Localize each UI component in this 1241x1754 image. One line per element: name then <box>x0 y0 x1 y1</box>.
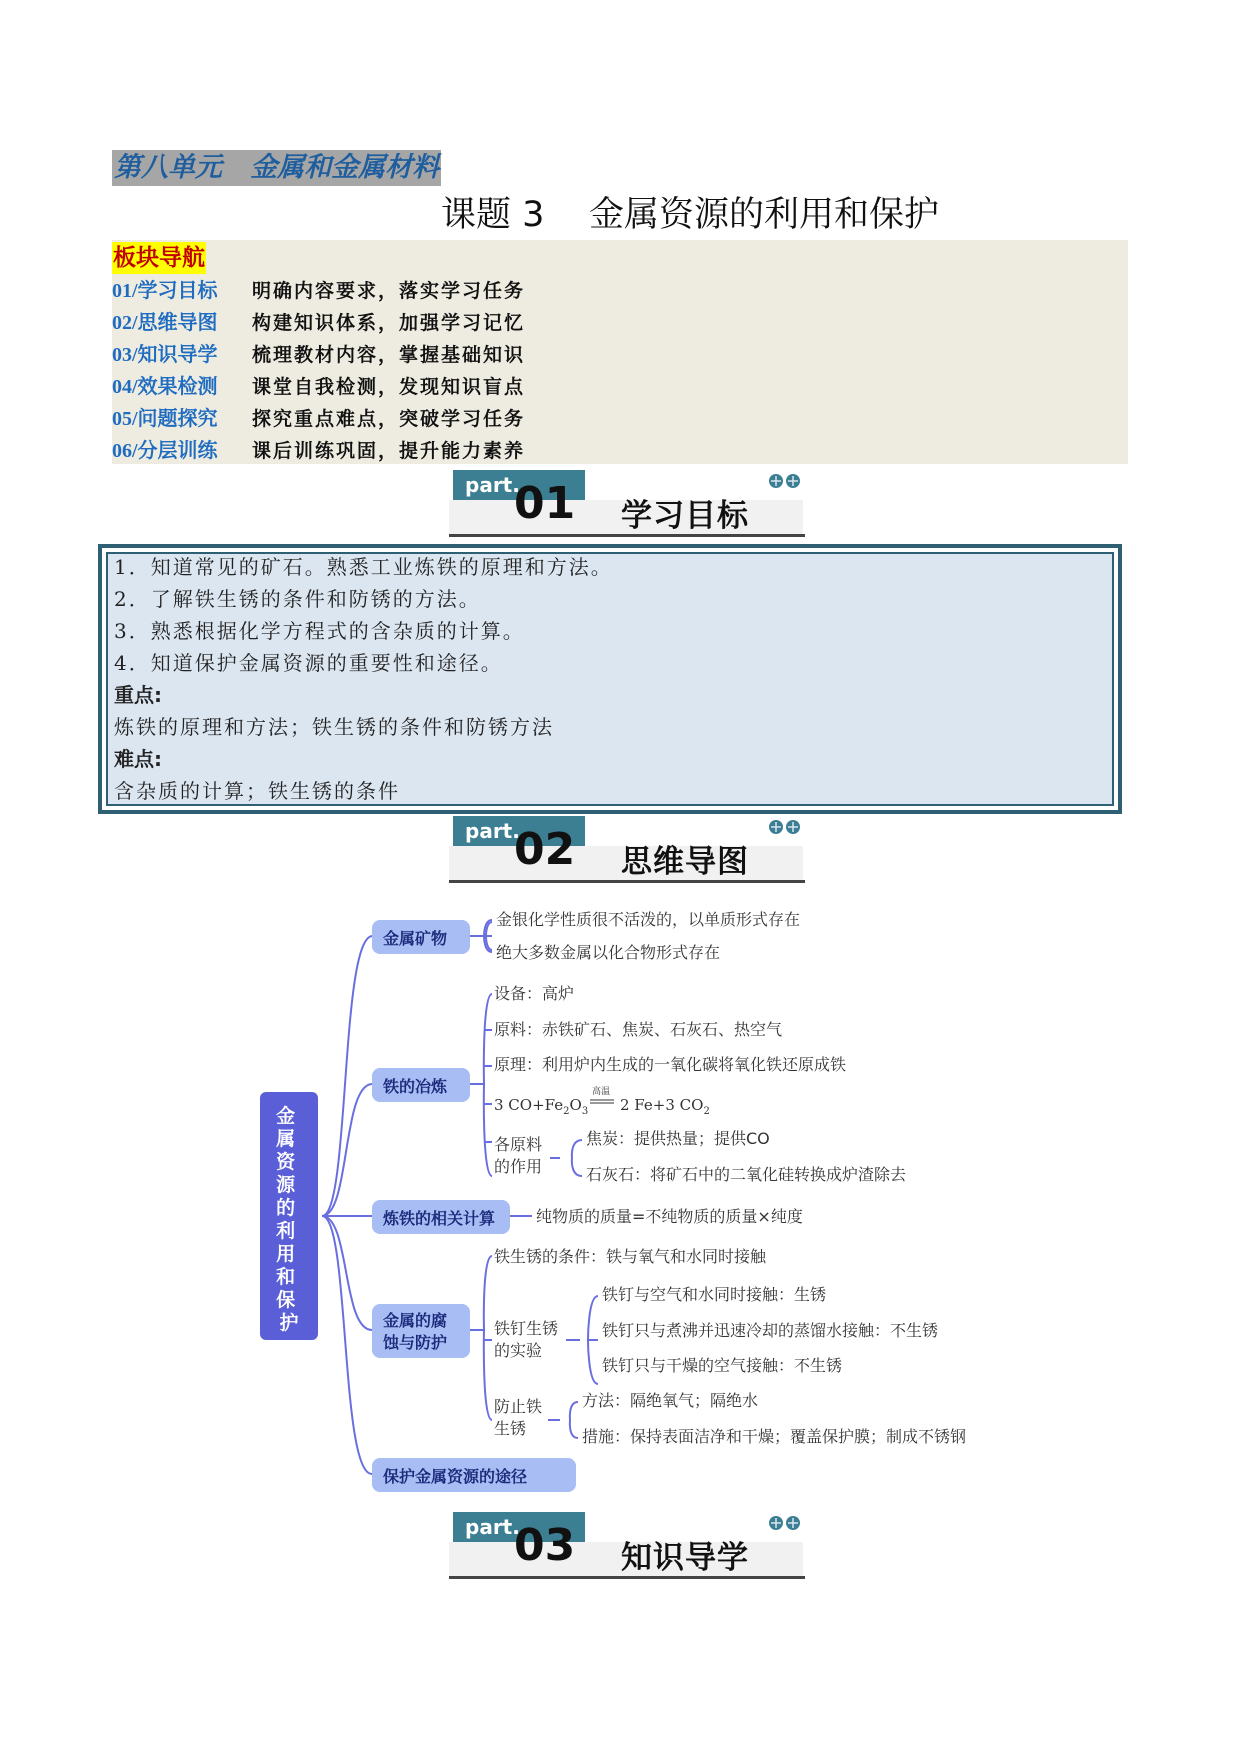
branch-label-protect: 保护金属资源的途径 <box>383 1467 528 1486</box>
part-title: 学习目标 <box>621 498 749 534</box>
objective-item: 3．熟悉根据化学方程式的含杂质的计算。 <box>114 619 525 643</box>
decor-dots-icon <box>767 472 803 490</box>
part-number: 02 <box>514 824 576 875</box>
nav-item-desc: 梳理教材内容，掌握基础知识 <box>252 344 526 366</box>
equation-condition: 高温 <box>592 1087 611 1097</box>
part-underline <box>449 1576 805 1579</box>
materials-item: 石灰石：将矿石中的二氧化硅转换成炉渣除去 <box>586 1165 907 1184</box>
smelt-item: 设备：高炉 <box>494 984 575 1003</box>
nav-item[interactable] <box>112 338 525 370</box>
nav-item-desc: 探究重点难点，突破学习任务 <box>252 408 526 430</box>
prevent-item: 方法：隔绝氧气；隔绝水 <box>582 1391 759 1410</box>
nav-item-desc: 构建知识体系，加强学习记忆 <box>252 312 526 334</box>
part-tag: part. <box>453 816 585 846</box>
calc-item: 纯物质的质量=不纯物质的质量×纯度 <box>536 1207 803 1226</box>
branch-label-ore: 金属矿物 <box>383 929 448 948</box>
objective-item: 1．知道常见的矿石。熟悉工业炼铁的原理和方法。 <box>114 555 613 579</box>
nav-item[interactable] <box>112 274 525 306</box>
nav-item-code: 01/学习目标 <box>112 280 218 302</box>
nail-item: 铁钉与空气和水同时接触：生锈 <box>602 1285 827 1304</box>
root-char: 用 <box>276 1243 296 1265</box>
root-char: 属 <box>276 1128 296 1150</box>
prevent-label: 防止铁 生锈 <box>494 1397 543 1438</box>
nail-item: 铁钉只与干燥的空气接触：不生锈 <box>602 1356 843 1375</box>
smelt-item: 原料：赤铁矿石、焦炭、石灰石、热空气 <box>494 1020 783 1039</box>
nav-item-code: 04/效果检测 <box>112 376 218 398</box>
corrosion-line: 蚀与防护 <box>383 1333 448 1352</box>
difficult-points-label: 难点: <box>114 747 162 771</box>
part-02-header <box>449 816 809 886</box>
lesson-title: 课题 3 金属资源的利用和保护 <box>441 195 939 235</box>
nav-item[interactable] <box>112 370 525 402</box>
part-title: 思维导图 <box>621 844 749 880</box>
nav-item[interactable] <box>112 434 525 466</box>
nav-item-desc: 课堂自我检测，发现知识盲点 <box>252 376 526 398</box>
branch-label-calc: 炼铁的相关计算 <box>383 1209 496 1228</box>
corrosion-line: 金属的腐 <box>383 1311 448 1330</box>
equation-arrow <box>590 1100 614 1103</box>
root-char: 和 <box>276 1266 296 1288</box>
prevent-item: 措施：保持表面洁净和干燥；覆盖保护膜；制成不锈钢 <box>582 1427 967 1446</box>
key-points-text: 炼铁的原理和方法；铁生锈的条件和防锈方法 <box>114 715 554 739</box>
part-01-header <box>449 470 809 540</box>
rust-condition: 铁生锈的条件：铁与氧气和水同时接触 <box>494 1247 767 1266</box>
root-char: 护 <box>279 1312 299 1334</box>
root-char: 源 <box>276 1174 296 1196</box>
part-03-header <box>449 1512 809 1582</box>
root-char: 金 <box>276 1105 296 1127</box>
nail-item: 铁钉只与煮沸并迅速冷却的蒸馏水接触：不生锈 <box>602 1321 939 1340</box>
decor-dots-icon <box>767 818 803 836</box>
nav-item-code: 05/问题探究 <box>112 408 218 430</box>
nav-item-code: 06/分层训练 <box>112 440 218 462</box>
nail-experiment-label: 铁钉生锈 的实验 <box>494 1319 559 1360</box>
part-tag: part. <box>453 470 585 500</box>
materials-label: 各原料 的作用 <box>494 1135 543 1176</box>
ore-item: 金银化学性质很不活泼的，以单质形式存在 <box>496 910 801 929</box>
part-number: 03 <box>514 1520 576 1571</box>
part-number: 01 <box>514 478 576 529</box>
materials-item: 焦炭：提供热量；提供CO <box>586 1129 770 1148</box>
branch-label-smelt: 铁的冶炼 <box>383 1077 448 1096</box>
decor-dots-icon <box>767 1514 803 1532</box>
nav-item[interactable] <box>112 402 525 434</box>
mind-map-connectors <box>322 920 598 1474</box>
ore-item: 绝大多数金属以化合物形式存在 <box>496 943 721 962</box>
part-tag: part. <box>453 1512 585 1542</box>
key-points-label: 重点: <box>114 683 162 707</box>
objective-item: 4．知道保护金属资源的重要性和途径。 <box>114 651 503 675</box>
part-title: 知识导学 <box>621 1540 749 1576</box>
equation-right: 2 Fe+3 $CO_2$ <box>620 1096 710 1117</box>
equation-left: 3 $CO+Fe_2O_3$ <box>494 1096 589 1117</box>
difficult-points-text: 含杂质的计算；铁生锈的条件 <box>114 779 400 803</box>
smelt-item: 原理：利用炉内生成的一氧化碳将氧化铁还原成铁 <box>494 1055 847 1074</box>
root-char: 资 <box>276 1151 296 1173</box>
mind-map <box>0 880 1241 1520</box>
unit-title: 第八单元 金属和金属材料 <box>112 150 441 186</box>
root-char: 保 <box>276 1289 296 1311</box>
part-underline <box>449 534 805 537</box>
nav-item-code: 03/知识导学 <box>112 344 218 366</box>
nav-item-code: 02/思维导图 <box>112 312 218 334</box>
root-char: 的 <box>276 1197 296 1219</box>
nav-item[interactable] <box>112 306 525 338</box>
nav-item-desc: 明确内容要求，落实学习任务 <box>252 280 526 302</box>
root-char: 利 <box>276 1220 296 1242</box>
smelt-equation <box>494 1085 710 1117</box>
nav-item-desc: 课后训练巩固，提升能力素养 <box>252 440 526 462</box>
objective-item: 2．了解铁生锈的条件和防锈的方法。 <box>114 587 481 611</box>
nav-heading: 板块导航 <box>112 242 206 274</box>
